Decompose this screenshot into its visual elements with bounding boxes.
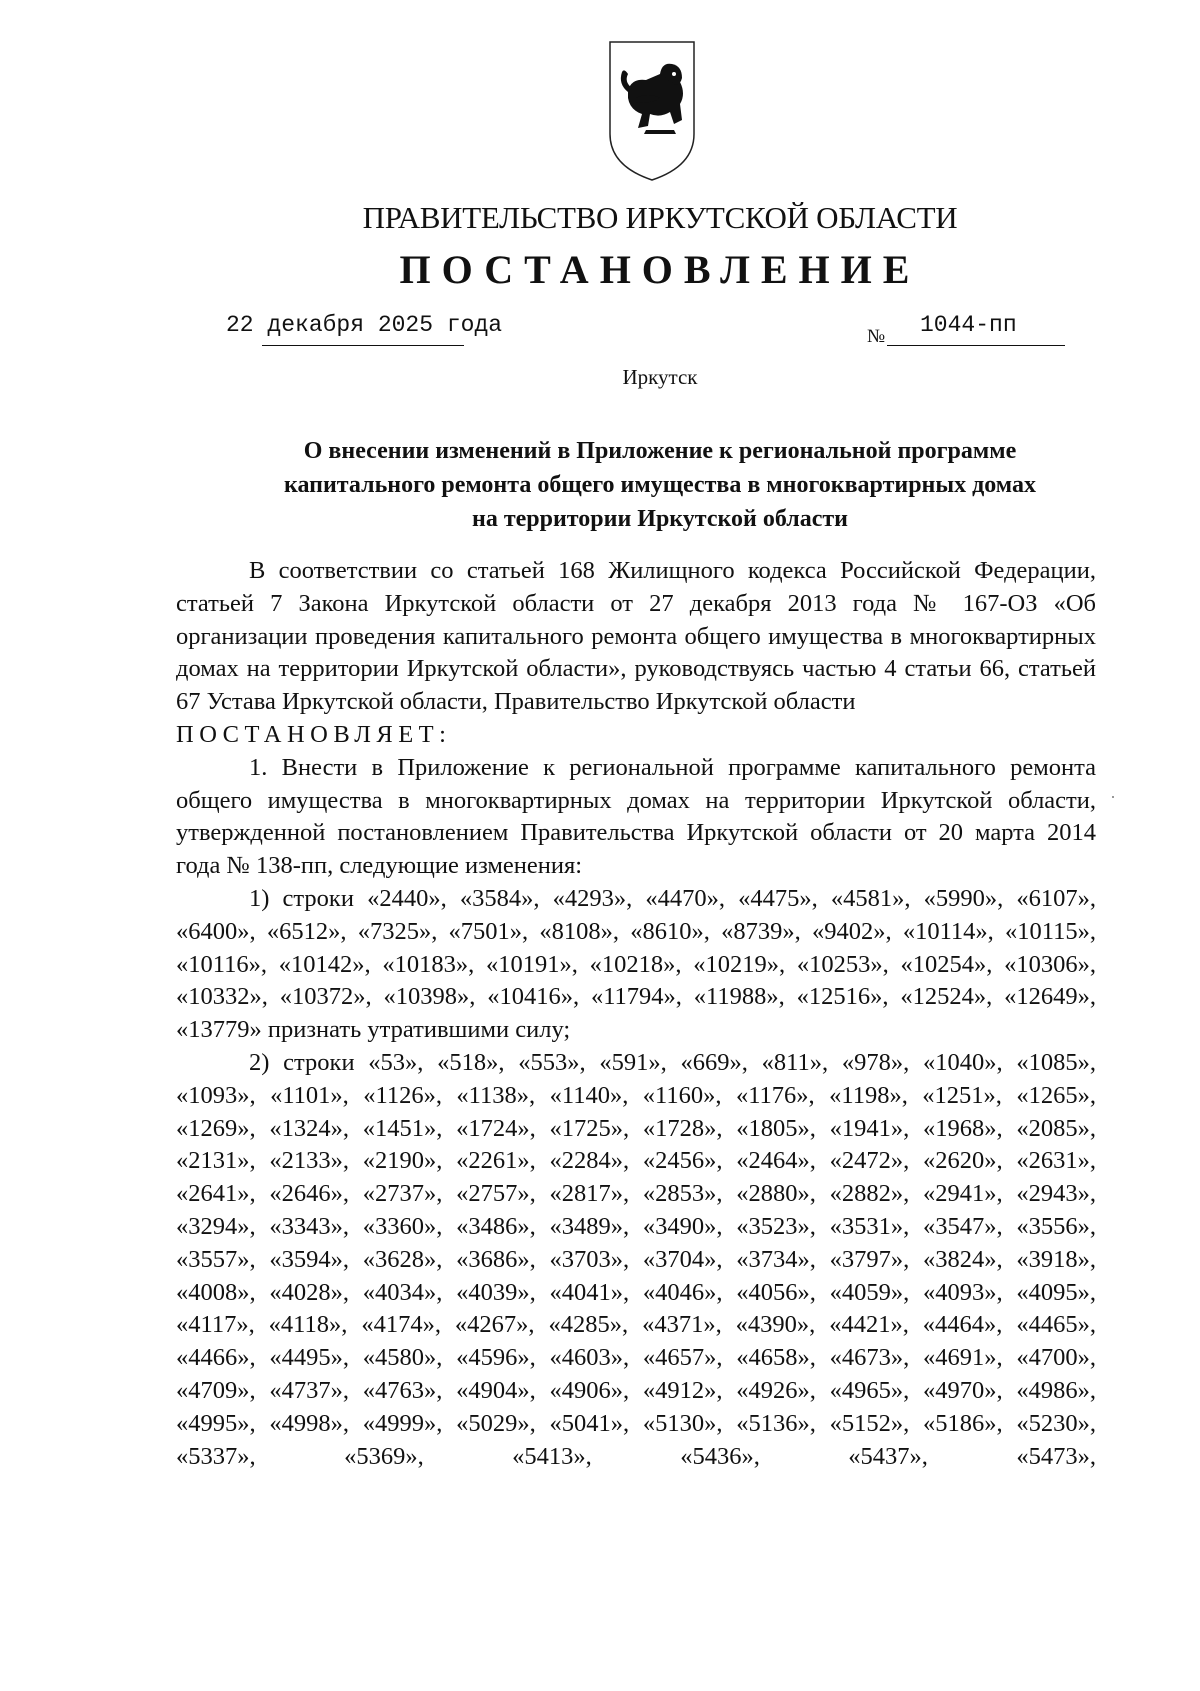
decree-date: 22 декабря 2025 года	[226, 312, 503, 338]
subitem-2-paragraph: 2) строки «53», «518», «553», «591», «669», «811», «978», «1040», «1085», «1093», «1101», «1126», «1138», «1140», «1160», «1176», «1198», «1251», «1265», «1269», «1324», «1451», «1724», «1725», «1728», «1805», «1941», «1968», «2085», «2131», «2133», «2190», «2261», «2284», «2456», «2464», «2472», «2620», «2631», «2641», «2646», «2737», «2757», «2817», «2853», «2880», «2882», «2941», «2943», «3294», «3343», «3360», «3486», «3489», «3490», «3523», «3531», «3547», «3556», «3557», «3594», «3628», «3686», «3703», «3704», «3734», «3797», «3824», «3918», «4008», «4028», «4034», «4039», «4041», «4046», «4056», «4059», «4093», «4095», «4117», «4118», «4174», «4267», «4285», «4371», «4390», «4421», «4464», «4465», «4466», «4495», «4580», «4596», «4603», «4657», «4658», «4673», «4691», «4700», «4709», «4737», «4763», «4904», «4906», «4912», «4926», «4965», «4970», «4986», «4995», «4998», «4999», «5029», «5041», «5130», «5136», «5152», «5186», «5230», «5337», «5369», «5413», «5436», «5437», «5473»,	[176, 1048, 1096, 1470]
city: Иркутск	[622, 365, 698, 389]
government-name: ПРАВИТЕЛЬСТВО ИРКУТСКОЙ ОБЛАСТИ	[362, 200, 958, 235]
resolves-word: ПОСТАНОВЛЯЕТ:	[176, 720, 452, 748]
document-type: ПОСТАНОВЛЕНИЕ	[399, 247, 921, 292]
scan-speck	[1112, 796, 1114, 798]
title-line: на территории Иркутской области	[472, 506, 848, 532]
subitem-1-paragraph: 1) строки «2440», «3584», «4293», «4470», «4475», «4581», «5990», «6107», «6400», «6512», «7325», «7501», «8108», «8610», «8739», «9402», «10114», «10115», «10116», «10142», «10183», «10191», «10218», «10219», «10253», «10254», «10306», «10332», «10372», «10398», «10416», «11794», «11988», «12516», «12524», «12649», «13779» признать утратившими силу;	[176, 884, 1096, 1044]
coat-of-arms-icon	[602, 34, 702, 184]
title-line: капитального ремонта общего имущества в многоквартирных домах	[284, 472, 1036, 498]
decree-number: 1044-пп	[920, 312, 1017, 338]
number-label: №	[867, 326, 886, 347]
decree-title	[160, 434, 1160, 536]
date-underline	[262, 345, 464, 346]
number-underline	[887, 345, 1065, 346]
item-1-paragraph: 1. Внести в Приложение к региональной программе капитального ремонта общего имущества в многоквартирных домах на территории Иркутской области, утвержденной постановлением Правительства Иркутской области от 20 марта 2014 года № 138-пп, следующие изменения:	[176, 753, 1096, 880]
preamble-paragraph: В соответствии со статьей 168 Жилищного кодекса Российской Федерации, статьей 7 Закона Иркутской области от 27 декабря 2013 года № 167-ОЗ «Об организации проведения капитального ремонта общего имущества в многоквартирных домах на территории Иркутской области», руководствуясь частью 4 статьи 66, статьей 67 Устава Иркутской области, Правительство Иркутской области	[176, 557, 1096, 716]
decree-body	[176, 555, 1096, 1473]
title-line: О внесении изменений в Приложение к региональной программе	[303, 438, 1017, 464]
